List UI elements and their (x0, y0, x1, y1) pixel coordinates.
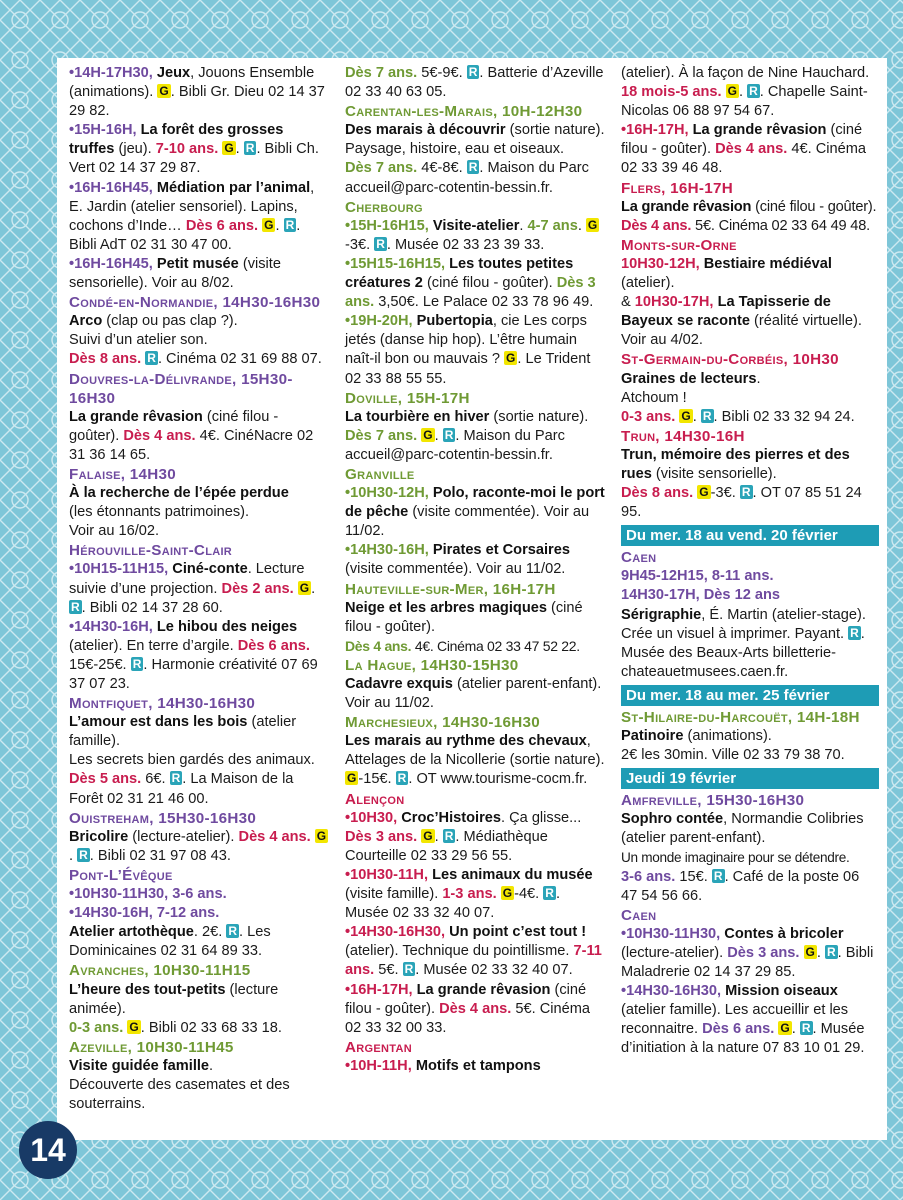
page-number: 14 (19, 1121, 77, 1179)
reservation-badge: R (132, 656, 142, 671)
reservation-badge: R (741, 485, 751, 500)
event-entry: Cadavre exquis (atelier parent-enfant). Voir au 11/02. (345, 676, 602, 712)
event-entry: •10H30-11H, Les animaux du musée (visite famille). 1-3 ans. G -4€. R . Musée 02 33 32 40 07. (345, 866, 593, 922)
location-heading: Monts-sur-Orne (621, 236, 737, 254)
event-entry: •10H30-11H30, Contes à bricoler (lecture-atelier). Dès 3 ans. G . R . Bibli Maladrerie 02 14 37 29 85. (621, 925, 874, 981)
reservation-badge: R (79, 847, 88, 862)
event-entry: •16H-17H, La grande rêvasion (ciné filou - goûter). Dès 4 ans. 5€. Cinéma 02 33 32 00 33. (345, 981, 590, 1036)
location-heading: Carentan-les-Marais, 10H-12H30 (345, 103, 583, 121)
gratuit-badge: G (159, 84, 169, 99)
gratuit-badge: G (264, 217, 274, 232)
event-entry: G -15€. R . OT www.tourisme-cocm.fr. (347, 771, 588, 788)
location-heading: Granville (345, 465, 415, 483)
event-detail: Un monde imaginaire pour se détendre. (621, 850, 850, 866)
event-entry: Dès 7 ans. 5€-9€. R . Batterie d’Azeville 02 33 40 63 05. (345, 65, 604, 101)
event-entry: Dès 4 ans. 4€. Cinéma 02 33 47 52 22. (345, 637, 580, 654)
event-entry: Sophro contée, Normandie Colibries (atelier parent-enfant). (621, 811, 864, 847)
event-entry: •19H-20H, Pubertopia, cie Les corps jetés (danse hip hop). L’être humain naît-il bon ou mauvais ? G . Le Trident 02 33 88 55 55. (345, 313, 591, 387)
column-1 (69, 64, 329, 1114)
event-entry: •10H15-11H15, Ciné-conte. Lecture suivie d’une projection. Dès 2 ans. G . R . Bibli 02 14 37 28 60. (69, 561, 316, 616)
reservation-badge: R (468, 65, 478, 79)
location-heading: La Hague, 14H30-15H30 (345, 656, 519, 674)
gratuit-badge: G (681, 408, 691, 423)
reservation-badge: R (285, 217, 295, 232)
location-heading: Argentan (345, 1038, 412, 1056)
event-entry: •14H-17H30, Jeux, Jouons Ensemble (animations). G . Bibli Gr. Dieu 02 14 37 29 82. (69, 65, 325, 120)
event-entry: La grande rêvasion (ciné filou - goûter). Dès 4 ans. 4€. CinéNacre 02 31 36 14 65. (69, 408, 314, 463)
location-heading: St-Hilaire-du-Harcouët, 14H-18H (621, 708, 860, 726)
event-detail: Voir au 16/02. (69, 523, 160, 540)
gratuit-badge: G (224, 141, 234, 156)
reservation-badge: R (749, 84, 758, 99)
date-banner: Du mer. 18 au mer. 25 février (621, 685, 879, 706)
event-detail: Atchoum ! (621, 389, 687, 406)
event-entry: •14H30-16H, Pirates et Corsaires (visite commentée). Voir au 11/02. (345, 542, 570, 578)
event-entry: •14H30-16H30, Un point c’est tout ! (atelier). Technique du pointillisme. 7-11 ans. 5€. R . Musée 02 33 32 40 07. (345, 924, 602, 979)
column-2 (345, 64, 607, 1076)
location-heading: Condé-en-Normandie, 14H30-16H30 (69, 294, 321, 312)
session-time: 9H45-12H15, 8-11 ans. (621, 568, 774, 585)
location-heading: Douvres-la-Délivrande, 15H30-16H30 (69, 370, 293, 407)
gratuit-badge: G (587, 217, 598, 232)
gratuit-badge: G (423, 427, 433, 442)
session-time: •14H30-16H, 7-12 ans. (69, 905, 220, 922)
reservation-badge: R (468, 160, 478, 175)
gratuit-badge: G (780, 1021, 790, 1036)
reservation-badge: R (147, 351, 156, 366)
event-entry: Patinoire (animations). (621, 728, 772, 744)
gratuit-badge: G (423, 828, 433, 843)
event-entry: Des marais à découvrir (sortie nature). Paysage, histoire, eau et oiseaux. (345, 122, 605, 158)
event-entry: •16H-16H45, Médiation par l’animal, E. Jardin (atelier sensoriel). Lapins, cochons d’Inde… Dès 6 ans. G . R . Bibli AdT 02 31 30 47 00. (69, 179, 315, 253)
column-3 (621, 64, 879, 1059)
reservation-badge: R (444, 828, 454, 843)
location-heading: Caen (621, 906, 657, 924)
event-entry: •15H15-16H15, Les toutes petites créatures 2 (ciné filou - goûter). Dès 3 ans. 3,50€. Le Palace 02 33 78 96 49. (345, 255, 596, 311)
reservation-badge: R (826, 944, 836, 959)
location-heading: Ouistreham, 15H30-16H30 (69, 809, 257, 827)
session-time: •10H30-11H30, 3-6 ans. (69, 886, 227, 903)
event-detail: Les secrets bien gardés des animaux. (69, 752, 315, 769)
gratuit-badge: G (805, 944, 815, 959)
event-entry: Graines de lecteurs. (621, 370, 761, 387)
location-heading: Hauteville-sur-Mer, 16H-17H (345, 580, 556, 598)
event-entry: 0-3 ans. G . R . Bibli 02 33 32 94 24. (621, 408, 855, 425)
event-entry: Atelier artothèque. 2€. R . Les Dominicaines 02 31 64 89 33. (69, 924, 271, 960)
event-entry: •15H-16H, La forêt des grosses truffes (jeu). 7-10 ans. G . R . Bibli Ch. Vert 02 14 37 29 87. (69, 122, 319, 177)
reservation-badge: R (171, 771, 181, 786)
event-entry: Visite guidée famille. (69, 1057, 214, 1074)
event-entry: Les marais au rythme des chevaux, Attelages de la Nicollerie (sortie nature). (345, 733, 605, 769)
event-entry: & 10H30-17H, La Tapisserie de Bayeux se raconte (réalité virtuelle). Voir au 4/02. (621, 294, 862, 349)
event-entry: Dès 7 ans. 4€-8€. R . Maison du Parc accueil@parc-cotentin-bessin.fr. (345, 160, 589, 196)
date-banner: Jeudi 19 février (621, 768, 879, 789)
event-entry: (atelier). À la façon de Nine Hauchard. 18 mois-5 ans. G . R . Chapelle Saint-Nicolas 06 88 97 54 67. (621, 65, 870, 120)
event-entry: La tourbière en hiver (sortie nature). Dès 7 ans. G . R . Maison du Parc accueil@parc-cotentin-bessin.fr. (345, 408, 589, 463)
event-entry: L’heure des tout-petits (lecture animée). (69, 981, 279, 1017)
reservation-badge: R (376, 236, 385, 251)
event-entry: •14H30-16H, Le hibou des neiges (atelier). En terre d’argile. Dès 6 ans. 15€-25€. R . Harmonie créativité 07 69 37 07 23. (69, 618, 318, 692)
location-heading: Marchesieux, 14H30-16H30 (345, 714, 540, 732)
location-heading: Flers, 16H-17H (621, 179, 734, 197)
location-heading: Pont-L’Évêque (69, 866, 173, 884)
event-detail: Suivi d’un atelier son. (69, 332, 208, 349)
event-entry: Trun, mémoire des pierres et des rues (visite sensorielle). (621, 446, 850, 482)
event-entry: À la recherche de l’épée perdue (les étonnants patrimoines). (69, 485, 289, 521)
event-entry: Bricolire (lecture-atelier). Dès 4 ans. G. R . Bibli 02 31 97 08 43. (69, 828, 327, 864)
event-entry: •16H-17H, La grande rêvasion (ciné filou - goûter). Dès 4 ans. 4€. Cinéma 02 33 39 46 48. (621, 122, 866, 177)
event-entry: Arco (clap ou pas clap ?). (69, 313, 238, 330)
location-heading: Falaise, 14H30 (69, 465, 177, 483)
reservation-badge: R (397, 771, 407, 786)
gratuit-badge: G (129, 1019, 139, 1034)
event-entry: Dès 8 ans. G -3€. R . OT 07 85 51 24 95. (621, 485, 862, 521)
event-entry: Dès 5 ans. 6€. R . La Maison de la Forêt 02 31 21 46 00. (69, 771, 294, 807)
event-entry: Sérigraphie, É. Martin (atelier-stage). Crée un visuel à imprimer. Payant. R . Musée des Beaux-Arts billetterie-chateauetmusees.caen.fr. (621, 606, 866, 680)
gratuit-badge: G (506, 351, 516, 366)
gratuit-badge: G (727, 84, 737, 99)
event-entry: 3-6 ans. 15€. R . Café de la poste 06 47 54 56 66. (621, 868, 860, 904)
gratuit-badge: G (347, 771, 357, 786)
location-heading: Doville, 15H-17H (345, 389, 470, 407)
location-heading: Montfiquet, 14H30-16H30 (69, 695, 256, 713)
location-heading: St-Germain-du-Corbéis, 10H30 (621, 351, 839, 369)
event-detail: Découverte des casemates et des souterrains. (69, 1076, 290, 1113)
reservation-badge: R (702, 408, 712, 423)
location-heading: Azeville, 10H30-11H45 (69, 1038, 234, 1056)
event-entry: L’amour est dans les bois (atelier famille). (69, 714, 297, 750)
location-heading: Avranches, 10H30-11H15 (69, 962, 251, 980)
gratuit-badge: G (316, 828, 327, 843)
location-heading: Trun, 14H30-16H (621, 427, 745, 445)
reservation-badge: R (850, 625, 859, 640)
event-entry: •16H-16H45, Petit musée (visite sensorielle). Voir au 8/02. (69, 255, 281, 292)
event-entry: •10H-11H, Motifs et tampons (345, 1057, 541, 1074)
event-entry: 0-3 ans. G . Bibli 02 33 68 33 18. (69, 1019, 282, 1036)
event-entry: La grande rêvasion (ciné filou - goûter). Dès 4 ans. 5€. Cinéma 02 33 64 49 48. (621, 198, 877, 234)
reservation-badge: R (801, 1021, 811, 1036)
event-entry: 10H30-12H, Bestiaire médiéval (atelier). (621, 255, 832, 292)
date-banner: Du mer. 18 au vend. 20 février (621, 525, 879, 546)
event-detail: 2€ les 30min. Ville 02 33 79 38 70. (621, 747, 845, 764)
reservation-badge: R (245, 141, 255, 156)
location-heading: Hérouville-Saint-Clair (69, 542, 233, 560)
reservation-badge: R (444, 427, 454, 442)
gratuit-badge: G (699, 485, 709, 500)
event-entry: •10H30, Croc’Histoires. Ça glisse... Dès 3 ans. G . R . Médiathèque Courteille 02 33 29 56 55. (345, 809, 582, 864)
event-entry: Neige et les arbres magiques (ciné filou - goûter). (345, 599, 583, 635)
session-time: 14H30-17H, Dès 12 ans (621, 587, 781, 604)
reservation-badge: R (71, 599, 80, 614)
reservation-badge: R (713, 868, 723, 883)
reservation-badge: R (404, 962, 414, 977)
location-heading: Cherbourg (345, 198, 423, 216)
gratuit-badge: G (502, 886, 513, 901)
event-entry: •10H30-12H, Polo, raconte-moi le port de pêche (visite commentée). Voir au 11/02. (345, 485, 605, 540)
location-heading: Caen (621, 549, 657, 567)
event-entry: •14H30-16H30, Mission oiseaux (atelier famille). Les accueillir et les reconnaitre. Dès 6 ans. G . R . Musée d’initiation à la nature 07 83 10 01 29. (621, 983, 865, 1057)
reservation-badge: R (228, 924, 238, 939)
reservation-badge: R (545, 886, 554, 901)
location-heading: Alençon (345, 790, 405, 808)
location-heading: Amfreville, 15H30-16H30 (621, 792, 805, 810)
event-entry: •15H-16H15, Visite-atelier. 4-7 ans. G-3€. R . Musée 02 33 23 39 33. (345, 217, 598, 253)
gratuit-badge: G (299, 580, 310, 595)
event-entry: Dès 8 ans. R . Cinéma 02 31 69 88 07. (69, 351, 322, 368)
